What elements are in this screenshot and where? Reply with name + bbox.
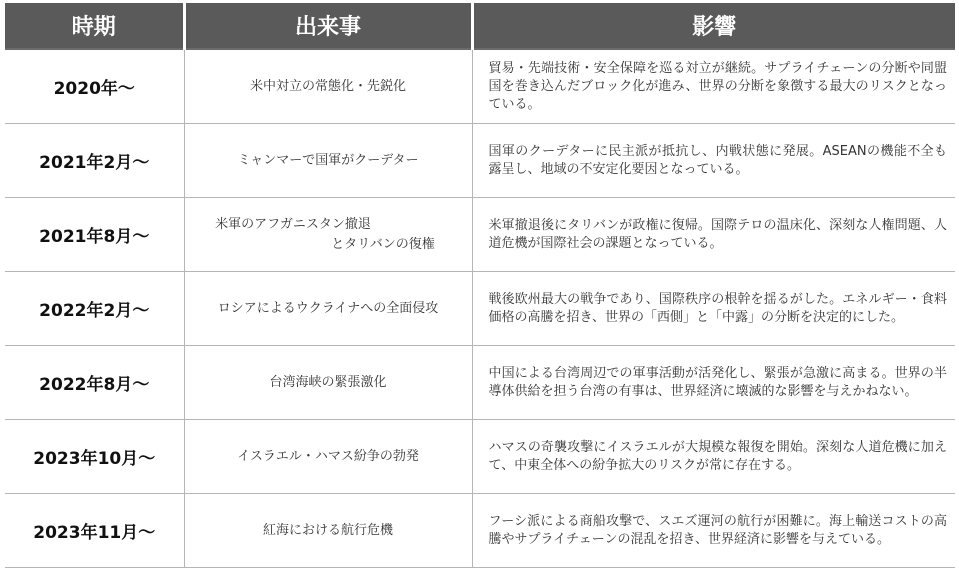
impact-cell: 米軍撤退後にタリバンが政権に復帰。国際テロの温床化、深刻な人権問題、人道危機が国際社会の課題となっている。 [472,198,955,272]
period-cell: 2021年8月〜 [5,198,184,272]
impact-cell: 戦後欧州最大の戦争であり、国際秩序の根幹を揺るがした。エネルギー・食料価格の高騰を招き、世界の「西側」と「中露」の分断を決定的にした。 [472,272,955,346]
impact-cell: 中国による台湾周辺での軍事活動が活発化し、緊張が急激に高まる。世界の半導体供給を担う台湾の有事は、世界経済に壊滅的な影響を与えかねない。 [472,346,955,420]
event-cell: ミャンマーで国軍がクーデター [184,124,472,198]
header-event: 出来事 [184,3,472,49]
event-cell: イスラエル・ハマス紛争の勃発 [184,420,472,494]
event-cell: 台湾海峡の緊張激化 [184,346,472,420]
event-line-1: 米軍のアフガニスタン撤退 [215,216,371,232]
period-cell: 2022年8月〜 [5,346,184,420]
events-table [5,3,955,568]
impact-cell: 国軍のクーデターに民主派が抵抗し、内戦状態に発展。ASEANの機能不全も露呈し、地域の不安定化要因となっている。 [472,124,955,198]
event-cell: 紅海における航行危機 [184,494,472,568]
impact-cell: ハマスの奇襲攻撃にイスラエルが大規模な報復を開始。深刻な人道危機に加えて、中東全体への紛争拡大のリスクが常に存在する。 [472,420,955,494]
table-row [5,124,955,198]
table-row [5,420,955,494]
impact-cell: フーシ派による商船攻撃で、スエズ運河の航行が困難に。海上輸送コストの高騰やサプライチェーンの混乱を招き、世界経済に影響を与えている。 [472,494,955,568]
period-cell: 2023年10月〜 [5,420,184,494]
event-cell: ロシアによるウクライナへの全面侵攻 [184,272,472,346]
table-row [5,198,955,272]
period-cell: 2021年2月〜 [5,124,184,198]
event-cell: 米中対立の常態化・先鋭化 [184,49,472,124]
header-impact: 影響 [472,3,955,49]
header-row [5,3,955,49]
table-row [5,49,955,124]
period-cell: 2023年11月〜 [5,494,184,568]
table-row [5,272,955,346]
period-cell: 2020年〜 [5,49,184,124]
header-period: 時期 [5,3,184,49]
impact-cell: 貿易・先端技術・安全保障を巡る対立が継続。サプライチェーンの分断や同盟国を巻き込んだブロック化が進み、世界の分断を象徴する最大のリスクとなっている。 [472,49,955,124]
event-line-2: とタリバンの復権 [331,236,435,252]
period-cell: 2022年2月〜 [5,272,184,346]
event-cell [184,198,472,272]
table-row [5,494,955,568]
table-row [5,346,955,420]
